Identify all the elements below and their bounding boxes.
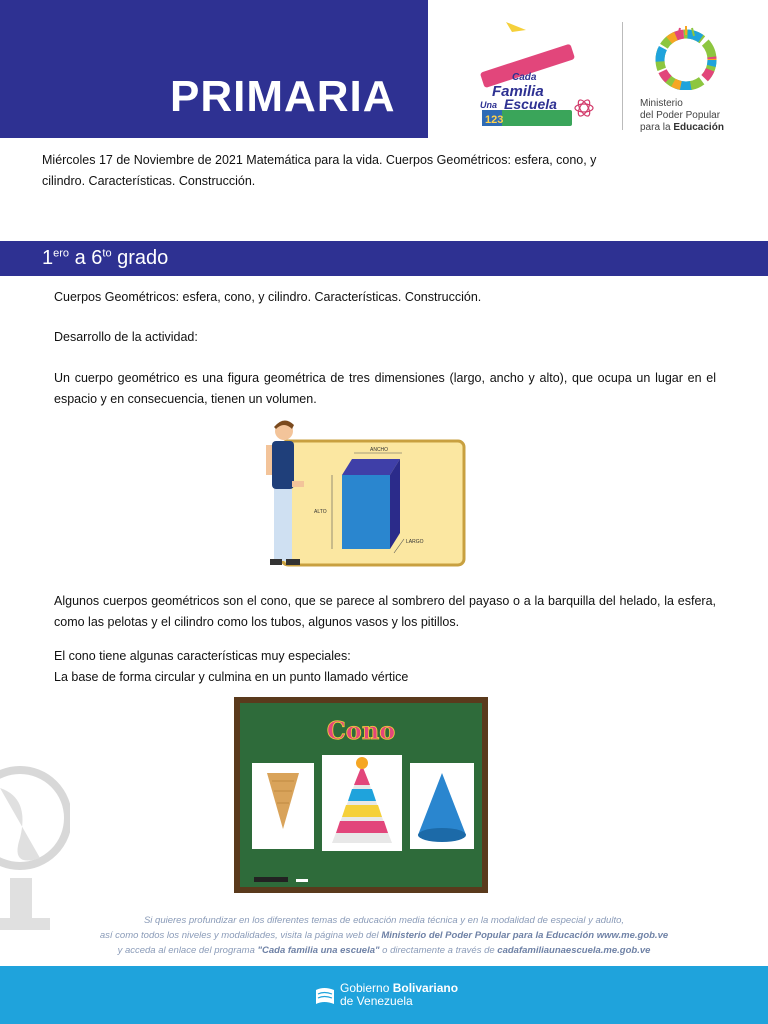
ministry-line-2: del Poder Popular <box>640 110 721 121</box>
ministry-emblem-icon <box>654 26 718 90</box>
gov-prefix: Gobierno <box>340 981 393 995</box>
label-ancho: ANCHO <box>370 447 389 453</box>
cone-features-line-2: La base de forma circular y culmina en un punto llamado vértice <box>54 670 409 684</box>
date-subject-line: Miércoles 17 de Noviembre de 2021 Matemática para la vida. Cuerpos Geométricos: esfera, cono, y cilindro. Características. Construcción. <box>42 153 597 188</box>
gov-bold: Bolivariano <box>392 981 459 995</box>
svg-text:Escuela: Escuela <box>504 96 557 112</box>
examples-paragraph: Algunos cuerpos geométricos son el cono, que se parece al sombrero del payaso o a la barquilla del helado, la esfera, como las pelotas y el cilindro como los tubos, algunos vasos y los pitillos. <box>54 594 716 629</box>
activity-label: Desarrollo de la actividad: <box>54 330 198 344</box>
header-banner <box>0 0 428 138</box>
board-title: Cono <box>326 716 396 745</box>
footer-line-3 <box>80 943 688 958</box>
svg-text:Familia: Familia <box>492 83 544 100</box>
footer-info <box>80 913 688 958</box>
grade-label <box>42 247 168 270</box>
ministry-link[interactable]: Ministerio del Poder Popular para la Educación www.me.gob.ve <box>381 930 669 941</box>
footer-line-3-mid: o directamente a través de <box>379 945 498 956</box>
gov-line-2: de Venezuela <box>340 994 413 1008</box>
grade-word: grado <box>111 247 169 269</box>
globe-watermark-icon <box>0 748 70 948</box>
program-name: "Cada familia una escuela" <box>257 945 380 956</box>
cada-familia-logo <box>472 18 602 133</box>
footer-bar <box>0 966 768 1024</box>
ministry-line-1: Ministerio <box>640 98 683 109</box>
svg-text:123: 123 <box>485 114 504 126</box>
logo-divider <box>622 22 623 130</box>
grade-bar <box>0 241 768 276</box>
grade-mid: a 6 <box>69 247 103 269</box>
cone-features-line-1: El cono tiene algunas características muy especiales: <box>54 649 351 663</box>
content-heading: Cuerpos Geométricos: esfera, cono, y cilindro. Características. Construcción. <box>54 290 482 304</box>
gov-logo-text <box>340 982 458 1008</box>
definition-paragraph: Un cuerpo geométrico es una figura geométrica de tres dimensiones (largo, ancho y alto), que ocupa un lugar en el espacio y en consecuencia, tienen un volumen. <box>54 371 716 406</box>
page-title: PRIMARIA <box>170 72 396 121</box>
flag-icon <box>314 986 336 1008</box>
grade-first: 1 <box>42 247 54 269</box>
footer-line-2 <box>80 928 688 943</box>
grade-first-sup: ero <box>53 247 70 260</box>
svg-text:Cada: Cada <box>512 72 537 83</box>
ministry-line-3 <box>640 122 724 134</box>
footer-line-3-prefix: y acceda al enlace del programa <box>117 945 258 956</box>
label-largo: LARGO <box>406 539 424 545</box>
ministry-name <box>640 98 724 134</box>
program-link[interactable]: cadafamiliaunaescuela.me.gob.ve <box>497 945 651 956</box>
svg-text:Una: Una <box>480 100 498 110</box>
label-alto: ALTO <box>314 509 327 515</box>
ministry-line-3-prefix: para la <box>640 122 674 133</box>
grade-second-sup: to <box>102 247 112 260</box>
ministry-line-3-bold: Educación <box>673 122 724 133</box>
footer-line-1: Si quieres profundizar en los diferentes temas de educación media técnica y en la modalidad de especial y adulto, <box>143 915 625 926</box>
cone-chalkboard <box>234 697 488 893</box>
prism-illustration <box>262 415 468 575</box>
footer-line-2-prefix: así como todos los niveles y modalidades, visita la página web del <box>99 930 382 941</box>
